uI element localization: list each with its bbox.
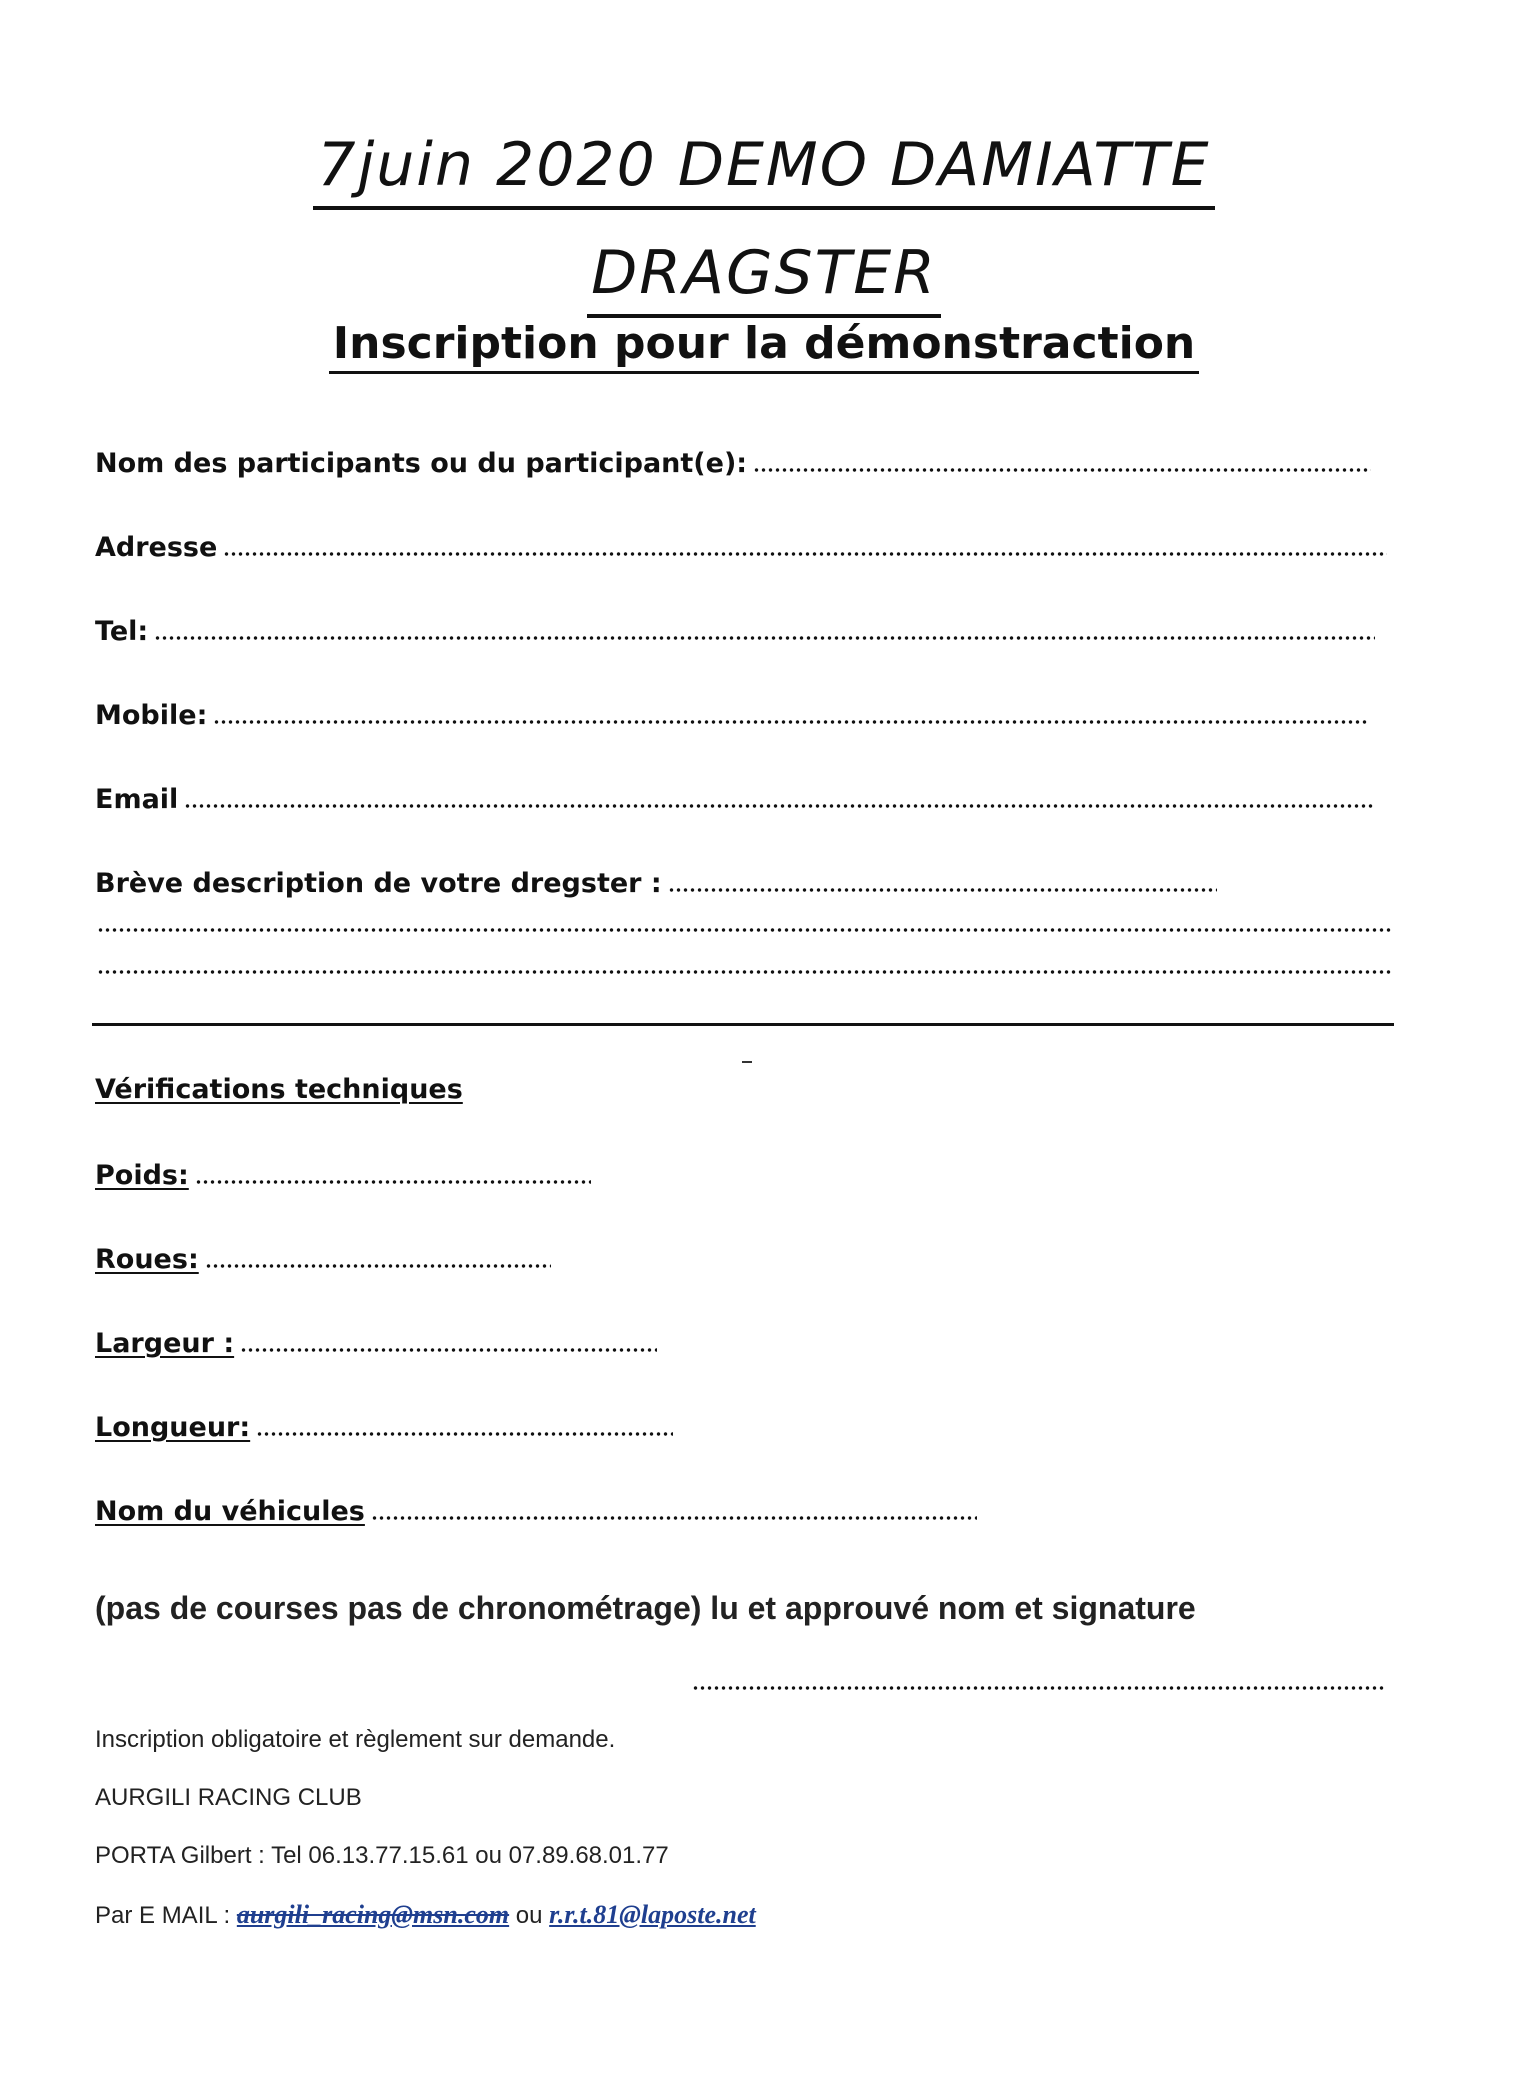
field-address[interactable] — [95, 532, 1387, 563]
field-label: Email — [95, 784, 179, 815]
signature-line[interactable] — [692, 1686, 1384, 1690]
approval-statement: (pas de courses pas de chronométrage) lu et approuvé nom et signature — [95, 1590, 1196, 1626]
field-label: Nom du véhicules — [95, 1496, 365, 1527]
dotted-fill-line — [205, 1264, 551, 1268]
field-wheels[interactable] — [95, 1244, 551, 1275]
field-participant-name[interactable] — [95, 448, 1371, 479]
section-divider — [92, 1023, 1394, 1026]
dotted-fill-line — [668, 888, 1217, 892]
section-heading-technical: Vérifications techniques — [95, 1074, 463, 1105]
dotted-fill-line — [371, 1516, 977, 1520]
dotted-fill-line — [256, 1432, 673, 1436]
field-mobile[interactable] — [95, 700, 1369, 731]
dotted-fill-line — [154, 636, 1375, 640]
email-prefix: Par E MAIL : — [95, 1902, 237, 1929]
footer-contact-phone: PORTA Gilbert : Tel 06.13.77.15.61 ou 07.89.68.01.77 — [95, 1842, 669, 1869]
field-vehicle-name[interactable] — [95, 1496, 977, 1527]
title-dragster: DRAGSTER — [0, 238, 1528, 318]
field-label: Brève description de votre dregster : — [95, 868, 662, 899]
field-dragster-description[interactable] — [95, 868, 1217, 899]
field-length[interactable] — [95, 1412, 673, 1443]
footer-registration-note: Inscription obligatoire et règlement sur demande. — [95, 1726, 616, 1753]
field-width[interactable] — [95, 1328, 657, 1359]
email-separator: ou — [515, 1902, 550, 1929]
stray-mark — [742, 1061, 752, 1063]
field-label: Nom des participants ou du participant(e): — [95, 448, 748, 479]
field-label: Mobile: — [95, 700, 208, 731]
field-label: Poids: — [95, 1160, 189, 1191]
description-line-3[interactable] — [97, 970, 1393, 974]
field-label: Adresse — [95, 532, 218, 563]
dotted-fill-line — [195, 1180, 591, 1184]
field-label: Longueur: — [95, 1412, 251, 1443]
field-label: Roues: — [95, 1244, 199, 1275]
title-date-event: 7juin 2020 DEMO DAMIATTE — [0, 130, 1528, 210]
footer-club-name: AURGILI RACING CLUB — [95, 1784, 362, 1811]
field-weight[interactable] — [95, 1160, 591, 1191]
subtitle-inscription: Inscription pour la démonstraction — [0, 318, 1528, 374]
description-line-2[interactable] — [97, 928, 1393, 932]
field-email[interactable] — [95, 784, 1373, 815]
dotted-fill-line — [223, 552, 1387, 556]
field-phone[interactable] — [95, 616, 1375, 647]
email-link-aurgili[interactable]: aurgili_racing@msn.com — [236, 1900, 510, 1929]
field-label: Largeur : — [95, 1328, 235, 1359]
footer-email-line — [95, 1900, 756, 1930]
field-label: Tel: — [95, 616, 149, 647]
email-link-laposte[interactable]: r.r.t.81@laposte.net — [549, 1900, 756, 1929]
dotted-fill-line — [213, 720, 1369, 724]
dotted-fill-line — [753, 468, 1371, 472]
dotted-fill-line — [184, 804, 1373, 808]
dotted-fill-line — [240, 1348, 657, 1352]
